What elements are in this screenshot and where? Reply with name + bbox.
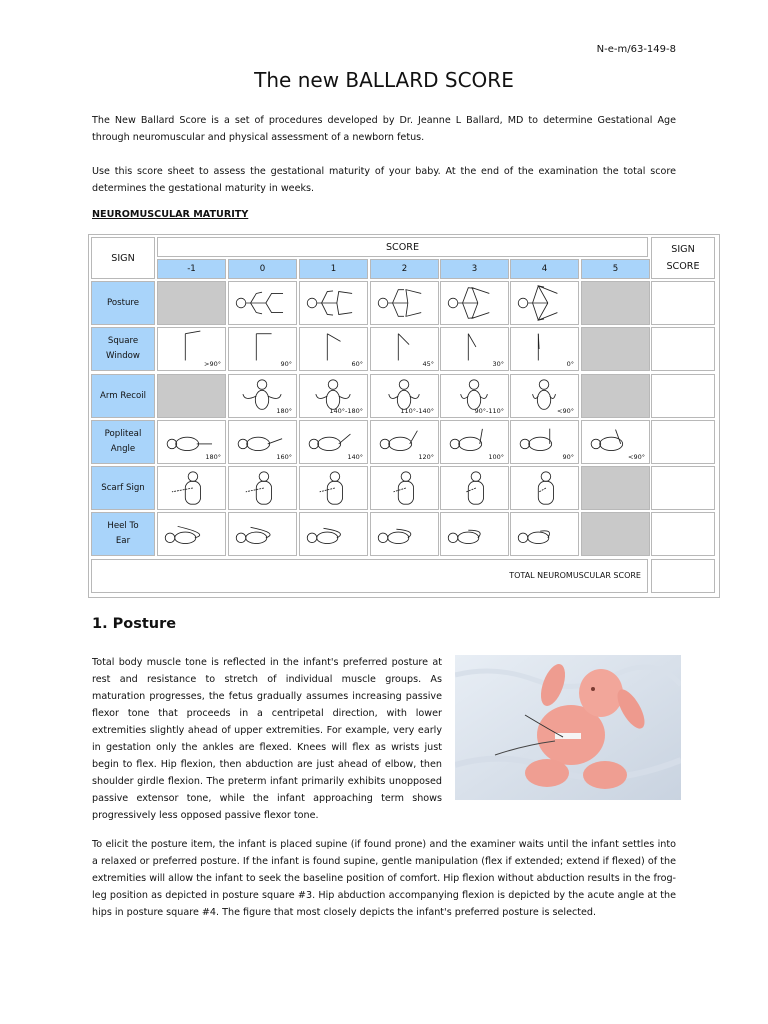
score-cell [370, 374, 439, 418]
maneuver-figure [511, 513, 578, 555]
maneuver-figure [158, 513, 225, 555]
total-row [91, 559, 648, 593]
newborn-photo [455, 655, 681, 800]
angle-label: 120° [418, 453, 434, 461]
sign-score-input[interactable] [651, 420, 715, 464]
maneuver-figure [300, 513, 367, 555]
score-col-3: 2 [370, 259, 439, 279]
row-label-5 [91, 512, 155, 556]
score-cell [510, 281, 579, 325]
angle-label: 90° [562, 453, 574, 461]
score-cell [370, 420, 439, 464]
angle-label: 140° [347, 453, 363, 461]
score-cell [440, 281, 509, 325]
score-cell [510, 512, 579, 556]
row-label-text: Square Window [106, 336, 140, 361]
instructions-paragraph: Use this score sheet to assess the gestational maturity of your baby. At the end of the examination the total score determines the gestational maturity in weeks. [92, 166, 676, 194]
score-cell [370, 466, 439, 510]
row-label-text: Scarf Sign [101, 482, 145, 493]
maneuver-figure [441, 467, 508, 509]
score-col-2: 1 [299, 259, 368, 279]
score-cell [228, 466, 297, 510]
posture-paragraph-2: To elicit the posture item, the infant is placed supine (if found prone) and the examiner waits until the infant settles into a relaxed or preferred posture. If the infant is found supine, gentle manipulation (flex if extended; extend if flexed) of the extremities will allow the infant to seek the baseline position of comfort. Hip flexion without abduction results in the frog-leg position as depicted in posture square #3. Hip abduction accompanying flexion is depicted by the acute angle at the hips in posture square #4. The figure that most closely depicts the infant's preferred posture is selected. [92, 839, 676, 918]
maneuver-figure [300, 467, 367, 509]
score-cell [581, 327, 650, 371]
maneuver-figure [371, 467, 438, 509]
page-title: The new BALLARD SCORE [254, 68, 514, 92]
maneuver-figure [229, 282, 296, 324]
document-id: N-e-m/63-149-8 [596, 44, 676, 55]
score-cell [299, 420, 368, 464]
score-cell [581, 420, 650, 464]
score-cell [510, 466, 579, 510]
maneuver-figure [229, 513, 296, 555]
sign-score-input[interactable] [651, 466, 715, 510]
angle-label: <90° [557, 407, 574, 415]
maneuver-figure [511, 467, 578, 509]
score-cell [370, 281, 439, 325]
section-heading: NEUROMUSCULAR MATURITY [92, 209, 249, 220]
maneuver-figure [229, 467, 296, 509]
score-cell [157, 512, 226, 556]
score-cell [157, 420, 226, 464]
score-col-5: 4 [510, 259, 579, 279]
score-cell [370, 327, 439, 371]
row-label-text: Popliteal Angle [104, 429, 142, 454]
sign-score-input[interactable] [651, 281, 715, 325]
score-col-1: 0 [228, 259, 297, 279]
angle-label: 60° [351, 360, 363, 368]
score-col-4: 3 [440, 259, 509, 279]
angle-label: 180° [205, 453, 221, 461]
score-cell [157, 281, 226, 325]
newborn-photo-image [455, 655, 681, 800]
angle-label: 110°-140° [400, 407, 434, 415]
total-score-label: TOTAL NEUROMUSCULAR SCORE [509, 571, 641, 580]
score-cell [581, 466, 650, 510]
sign-score-header-text: SIGN SCORE [666, 244, 700, 272]
neuromuscular-maturity-table [88, 234, 720, 598]
maneuver-figure [300, 282, 367, 324]
maneuver-figure [441, 513, 508, 555]
maneuver-figure [158, 467, 225, 509]
row-label-4 [91, 466, 155, 510]
score-cell [440, 420, 509, 464]
maneuver-figure [371, 513, 438, 555]
score-cell [299, 466, 368, 510]
score-header: SCORE [157, 237, 648, 257]
angle-label: 180° [276, 407, 292, 415]
angle-label: 45° [422, 360, 434, 368]
score-cell [299, 374, 368, 418]
angle-label: >90° [204, 360, 221, 368]
score-cell [510, 374, 579, 418]
sign-score-header [651, 237, 715, 279]
score-cell [299, 512, 368, 556]
score-cell [228, 281, 297, 325]
angle-label: 100° [488, 453, 504, 461]
maneuver-figure [441, 282, 508, 324]
score-cell [581, 281, 650, 325]
sign-score-input[interactable] [651, 327, 715, 371]
score-cell [440, 374, 509, 418]
score-cell [157, 374, 226, 418]
score-cell [440, 327, 509, 371]
score-cell [228, 327, 297, 371]
row-label-2 [91, 374, 155, 418]
intro-paragraph: The New Ballard Score is a set of procedures developed by Dr. Jeanne L Ballard, MD to determine Gestational Age through neuromuscular and physical assessment of a newborn fetus. [92, 115, 676, 143]
row-label-1 [91, 327, 155, 371]
maneuver-figure [371, 282, 438, 324]
score-cell [440, 512, 509, 556]
maneuver-figure [511, 282, 578, 324]
angle-label: 160° [276, 453, 292, 461]
score-cell [299, 327, 368, 371]
score-cell [228, 420, 297, 464]
score-cell [228, 374, 297, 418]
sign-header: SIGN [91, 237, 155, 279]
score-cell [440, 466, 509, 510]
angle-label: 0° [566, 360, 574, 368]
score-cell [510, 420, 579, 464]
score-cell [581, 512, 650, 556]
sign-score-input[interactable] [651, 512, 715, 556]
row-label-text: Arm Recoil [100, 390, 146, 401]
posture-paragraph-1: Total body muscle tone is reflected in the infant's preferred posture at rest and resistance to stretch of individual muscle groups. As maturation progresses, the fetus gradually assumes increasing passive flexor tone that proceeds in a centripetal direction, with lower extremities slightly ahead of upper extremities. For example, very early in gestation only the ankles are flexed. Knees will flex as wrists just begin to flex. Hip flexion, then abduction are just ahead of elbow, then shoulder girdle flexion. The preterm infant primarily exhibits unopposed passive extensor tone, while the infant approaching term shows progressively less opposed passive flexor tone. [92, 657, 442, 821]
score-cell [581, 374, 650, 418]
row-label-text: Posture [106, 297, 140, 308]
row-label-text: Heel To Ear [107, 521, 139, 546]
score-cell [157, 327, 226, 371]
score-cell [370, 512, 439, 556]
score-cell [510, 327, 579, 371]
total-score-input[interactable] [651, 559, 715, 593]
angle-label: 30° [492, 360, 504, 368]
posture-heading: 1. Posture [92, 616, 177, 632]
score-cell [157, 466, 226, 510]
score-col-6: 5 [581, 259, 650, 279]
row-label-3 [91, 420, 155, 464]
row-label-0 [91, 281, 155, 325]
score-col-0: -1 [157, 259, 226, 279]
sign-score-input[interactable] [651, 374, 715, 418]
score-cell [228, 512, 297, 556]
angle-label: <90° [628, 453, 645, 461]
angle-label: 90° [280, 360, 292, 368]
score-cell [299, 281, 368, 325]
angle-label: 140°-180° [329, 407, 363, 415]
angle-label: 90°-110° [474, 407, 504, 415]
